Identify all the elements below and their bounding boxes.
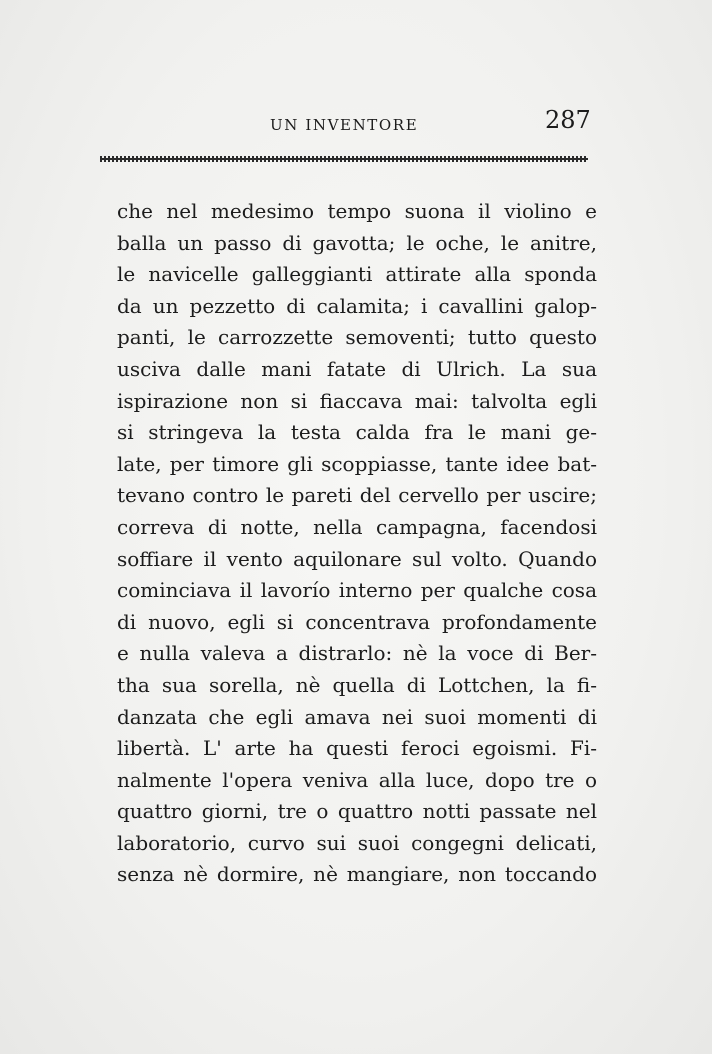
text-line: late, per timore gli scoppiasse, tante idee bat- bbox=[117, 451, 597, 476]
text-line: da un pezzetto di calamita; i cavallini galop- bbox=[117, 293, 597, 318]
text-line: libertà. L' arte ha questi feroci egoismi. Fi- bbox=[117, 736, 597, 761]
text-line: nalmente l'opera veniva alla luce, dopo tre o bbox=[117, 767, 597, 792]
text-line: senza nè dormire, nè mangiare, non toccando bbox=[117, 862, 597, 887]
text-line: panti, le carrozzette semoventi; tutto questo bbox=[117, 325, 597, 350]
text-line: usciva dalle mani fatate di Ulrich. La sua bbox=[117, 356, 597, 381]
text-line: cominciava il lavorío interno per qualche cosa bbox=[117, 578, 597, 603]
text-line: tha sua sorella, nè quella di Lottchen, la fi- bbox=[117, 672, 597, 697]
running-title: UN INVENTORE bbox=[270, 116, 419, 134]
text-line: le navicelle galleggianti attirate alla sponda bbox=[117, 262, 597, 287]
text-line: quattro giorni, tre o quattro notti passate nel bbox=[117, 799, 597, 824]
text-line: correva di notte, nella campagna, facendosi bbox=[117, 514, 597, 539]
ornamental-rule bbox=[100, 156, 588, 162]
body-text bbox=[117, 196, 597, 891]
text-line: balla un passo di gavotta; le oche, le anitre, bbox=[117, 230, 597, 255]
text-line: laboratorio, curvo sui suoi congegni delicati, bbox=[117, 830, 597, 855]
page-number: 287 bbox=[545, 106, 591, 134]
text-line: si stringeva la testa calda fra le mani ge- bbox=[117, 420, 597, 445]
text-line: che nel medesimo tempo suona il violino e bbox=[117, 199, 597, 223]
text-line: e nulla valeva a distrarlo: nè la voce di Ber- bbox=[117, 641, 597, 666]
page-header bbox=[0, 0, 712, 160]
text-line: tevano contro le pareti del cervello per uscire; bbox=[117, 483, 597, 508]
text-line: di nuovo, egli si concentrava profondamente bbox=[117, 609, 597, 634]
text-line: danzata che egli amava nei suoi momenti di bbox=[117, 704, 597, 729]
text-line: soffiare il vento aquilonare sul volto. Quando bbox=[117, 546, 597, 571]
text-line: ispirazione non si fiaccava mai: talvolta egli bbox=[117, 388, 597, 413]
